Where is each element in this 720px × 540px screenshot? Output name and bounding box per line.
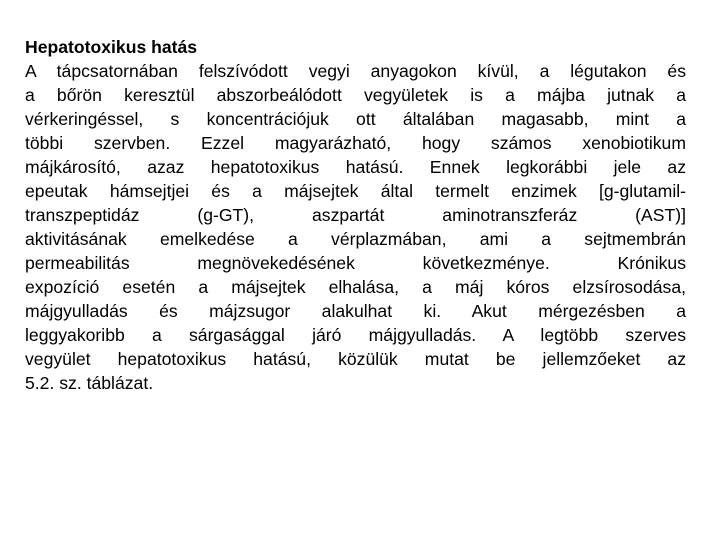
- paragraph-line: a bőrön keresztül abszorbeálódott vegyületek is a májba jutnak a: [25, 85, 686, 105]
- paragraph-line: leggyakoribb a sárgasággal járó májgyulladás. A legtöbb szerves: [25, 325, 686, 345]
- paragraph-line: aktivitásának emelkedése a vérplazmában, ami a sejtmembrán: [25, 229, 686, 249]
- text-block: [25, 35, 686, 395]
- body-paragraph: [25, 59, 686, 395]
- paragraph-line: májgyulladás és májzsugor alakulhat ki. Akut mérgezésben a: [25, 301, 686, 321]
- paragraph-line: expozíció esetén a májsejtek elhalása, a máj kóros elzsírosodása,: [25, 277, 686, 297]
- paragraph-line-last: 5.2. sz. táblázat.: [25, 373, 154, 393]
- paragraph-line: többi szervben. Ezzel magyarázható, hogy számos xenobiotikum: [25, 133, 686, 153]
- paragraph-line: A tápcsatornában felszívódott vegyi anyagokon kívül, a légutakon és: [25, 61, 686, 81]
- document-heading: Hepatotoxikus hatás: [25, 37, 198, 57]
- paragraph-line: transzpeptidáz (g-GT), aszpartát aminotranszferáz (AST)]: [25, 205, 686, 225]
- paragraph-line: permeabilitás megnövekedésének következménye. Krónikus: [25, 253, 686, 273]
- paragraph-line: májkárosító, azaz hepatotoxikus hatású. Ennek legkorábbi jele az: [25, 157, 686, 177]
- paragraph-line: vegyület hepatotoxikus hatású, közülük mutat be jellemzőeket az: [25, 349, 686, 369]
- paragraph-line: epeutak hámsejtjei és a májsejtek által termelt enzimek [g-glutamil-: [25, 181, 686, 201]
- paragraph-line: vérkeringéssel, s koncentrációjuk ott általában magasabb, mint a: [25, 109, 686, 129]
